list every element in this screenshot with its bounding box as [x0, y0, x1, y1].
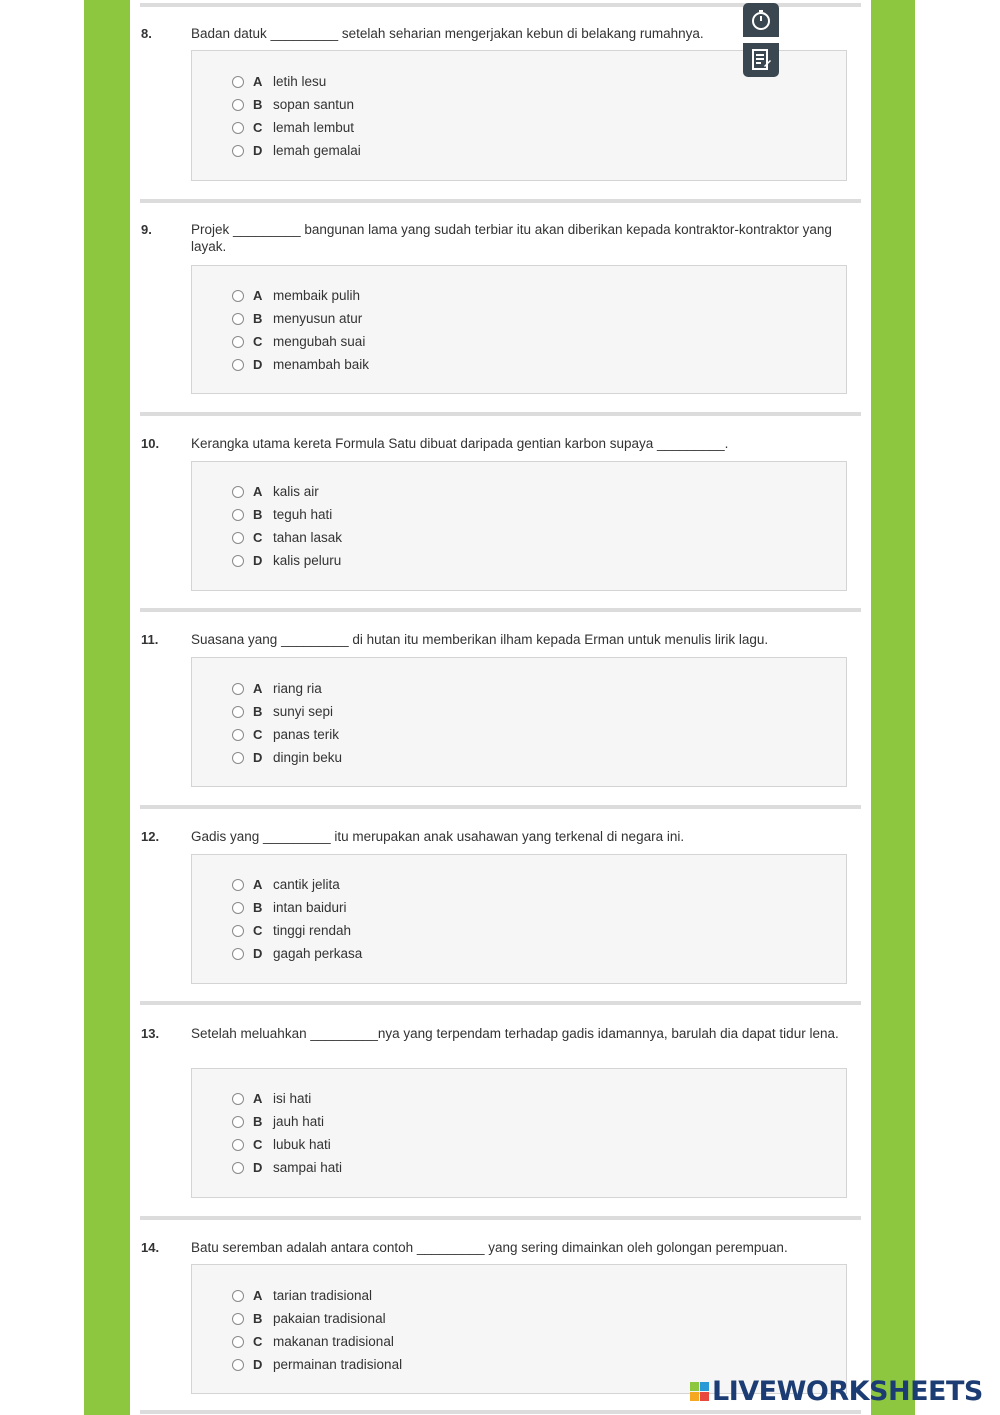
radio-button[interactable]	[232, 555, 244, 567]
question-text: Gadis yang _________ itu merupakan anak usahawan yang terkenal di negara ini.	[191, 829, 685, 844]
option-letter: B	[253, 311, 263, 326]
option-text: isi hati	[273, 1091, 312, 1106]
option-text: permainan tradisional	[273, 1357, 403, 1372]
logo-text: LIVEWORKSHEETS	[712, 1375, 983, 1407]
option-text: menambah baik	[273, 357, 370, 372]
option-letter: D	[253, 946, 263, 961]
option-letter: A	[253, 484, 263, 499]
options-box	[191, 1264, 847, 1394]
question-number: 12.	[141, 829, 160, 844]
radio-button[interactable]	[232, 532, 244, 544]
option-letter: A	[253, 681, 263, 696]
option-letter: A	[253, 74, 263, 89]
option-a[interactable]	[232, 1284, 402, 1307]
radio-button[interactable]	[232, 509, 244, 521]
left-green-border	[84, 0, 130, 1415]
option-letter: C	[253, 1137, 263, 1152]
question-number: 10.	[141, 436, 160, 451]
options-box	[191, 1068, 847, 1198]
separator	[140, 1001, 861, 1005]
option-text: panas terik	[273, 727, 340, 742]
option-letter: C	[253, 727, 263, 742]
option-b[interactable]	[232, 307, 369, 330]
radio-button[interactable]	[232, 1116, 244, 1128]
option-text: tinggi rendah	[273, 923, 352, 938]
separator	[140, 1216, 861, 1220]
option-text: dingin beku	[273, 750, 343, 765]
option-a[interactable]	[232, 1087, 342, 1110]
separator	[140, 608, 861, 612]
radio-button[interactable]	[232, 359, 244, 371]
option-c[interactable]	[232, 1330, 402, 1353]
option-text: teguh hati	[273, 507, 333, 522]
option-d[interactable]	[232, 549, 342, 572]
option-letter: D	[253, 553, 263, 568]
option-text: gagah perkasa	[273, 946, 363, 961]
option-b[interactable]	[232, 700, 342, 723]
option-letter: D	[253, 750, 263, 765]
separator	[140, 199, 861, 203]
option-letter: B	[253, 1311, 263, 1326]
option-d[interactable]	[232, 1353, 402, 1376]
separator	[140, 1410, 861, 1414]
radio-button[interactable]	[232, 706, 244, 718]
separator	[140, 412, 861, 416]
radio-button[interactable]	[232, 948, 244, 960]
radio-button[interactable]	[232, 925, 244, 937]
option-c[interactable]	[232, 723, 342, 746]
option-text: pakaian tradisional	[273, 1311, 386, 1326]
radio-button[interactable]	[232, 1139, 244, 1151]
option-letter: C	[253, 334, 263, 349]
timer-icon	[750, 9, 772, 31]
option-text: sopan santun	[273, 97, 355, 112]
radio-button[interactable]	[232, 99, 244, 111]
radio-button[interactable]	[232, 1313, 244, 1325]
option-d[interactable]	[232, 353, 369, 376]
option-text: kalis air	[273, 484, 319, 499]
question-text: Batu seremban adalah antara contoh _________ yang sering dimainkan oleh golongan perempuan.	[191, 1240, 788, 1255]
option-letter: C	[253, 530, 263, 545]
option-c[interactable]	[232, 919, 362, 942]
option-text: riang ria	[273, 681, 322, 696]
radio-button[interactable]	[232, 729, 244, 741]
option-letter: D	[253, 1160, 263, 1175]
option-letter: B	[253, 97, 263, 112]
radio-button[interactable]	[232, 122, 244, 134]
options-box	[191, 265, 847, 394]
option-letter: A	[253, 1091, 263, 1106]
radio-button[interactable]	[232, 1162, 244, 1174]
options-box	[191, 461, 847, 591]
option-letter: A	[253, 877, 263, 892]
radio-button[interactable]	[232, 1359, 244, 1371]
option-letter: C	[253, 923, 263, 938]
option-a[interactable]	[232, 873, 362, 896]
option-text: lemah gemalai	[273, 143, 361, 158]
question-number: 9.	[141, 222, 152, 237]
option-c[interactable]	[232, 1133, 342, 1156]
radio-button[interactable]	[232, 1093, 244, 1105]
radio-button[interactable]	[232, 290, 244, 302]
option-letter: D	[253, 143, 263, 158]
radio-button[interactable]	[232, 486, 244, 498]
option-c[interactable]	[232, 116, 361, 139]
option-text: sunyi sepi	[273, 704, 334, 719]
option-text: intan baiduri	[273, 900, 347, 915]
option-text: jauh hati	[273, 1114, 325, 1129]
option-letter: A	[253, 288, 263, 303]
option-b[interactable]	[232, 1110, 342, 1133]
radio-button[interactable]	[232, 1290, 244, 1302]
radio-button[interactable]	[232, 683, 244, 695]
question-text: Suasana yang _________ di hutan itu memberikan ilham kepada Erman untuk menulis lirik lagu.	[191, 632, 769, 647]
option-c[interactable]	[232, 330, 369, 353]
option-letter: D	[253, 1357, 263, 1372]
option-text: membaik pulih	[273, 288, 361, 303]
option-text: tarian tradisional	[273, 1288, 373, 1303]
radio-button[interactable]	[232, 902, 244, 914]
option-a[interactable]	[232, 677, 342, 700]
option-text: sampai hati	[273, 1160, 343, 1175]
option-a[interactable]	[232, 70, 361, 93]
option-letter: B	[253, 1114, 263, 1129]
option-text: tahan lasak	[273, 530, 343, 545]
option-letter: B	[253, 900, 263, 915]
option-text: kalis peluru	[273, 553, 342, 568]
question-text: Projek _________ bangunan lama yang sudah terbiar itu akan diberikan kepada kontraktor-kontraktor yang layak.	[191, 222, 832, 254]
option-d[interactable]	[232, 139, 361, 162]
radio-button[interactable]	[232, 1336, 244, 1348]
review-list-icon	[750, 48, 772, 72]
question-text: Setelah meluahkan _________nya yang terpendam terhadap gadis idamannya, barulah dia dapat tidur lena.	[191, 1026, 839, 1041]
option-text: letih lesu	[273, 74, 327, 89]
review-button[interactable]	[743, 43, 779, 77]
options-box	[191, 657, 847, 787]
option-letter: A	[253, 1288, 263, 1303]
option-b[interactable]	[232, 503, 342, 526]
radio-button[interactable]	[232, 145, 244, 157]
option-text: cantik jelita	[273, 877, 340, 892]
radio-button[interactable]	[232, 879, 244, 891]
timer-button[interactable]	[743, 3, 779, 37]
option-text: menyusun atur	[273, 311, 363, 326]
liveworksheets-logo	[690, 1376, 983, 1406]
option-b[interactable]	[232, 1307, 402, 1330]
option-d[interactable]	[232, 746, 342, 769]
question-number: 13.	[141, 1026, 160, 1041]
option-letter: C	[253, 1334, 263, 1349]
question-text: Kerangka utama kereta Formula Satu dibuat daripada gentian karbon supaya _________.	[191, 436, 729, 451]
option-letter: D	[253, 357, 263, 372]
question-text: Badan datuk _________ setelah seharian mengerjakan kebun di belakang rumahnya.	[191, 26, 704, 41]
question-number: 8.	[141, 26, 152, 41]
right-green-border	[871, 0, 915, 1415]
option-letter: C	[253, 120, 263, 135]
option-a[interactable]	[232, 480, 342, 503]
option-letter: B	[253, 704, 263, 719]
option-b[interactable]	[232, 896, 362, 919]
option-c[interactable]	[232, 526, 342, 549]
question-number: 14.	[141, 1240, 160, 1255]
radio-button[interactable]	[232, 336, 244, 348]
option-text: makanan tradisional	[273, 1334, 394, 1349]
options-box	[191, 854, 847, 984]
radio-button[interactable]	[232, 752, 244, 764]
option-d[interactable]	[232, 1156, 342, 1179]
option-text: lemah lembut	[273, 120, 355, 135]
logo-mark-icon	[690, 1382, 709, 1401]
option-text: lubuk hati	[273, 1137, 331, 1152]
option-text: mengubah suai	[273, 334, 366, 349]
option-a[interactable]	[232, 284, 369, 307]
option-b[interactable]	[232, 93, 361, 116]
radio-button[interactable]	[232, 313, 244, 325]
option-d[interactable]	[232, 942, 362, 965]
option-letter: B	[253, 507, 263, 522]
separator	[140, 805, 861, 809]
question-number: 11.	[141, 632, 159, 647]
radio-button[interactable]	[232, 76, 244, 88]
